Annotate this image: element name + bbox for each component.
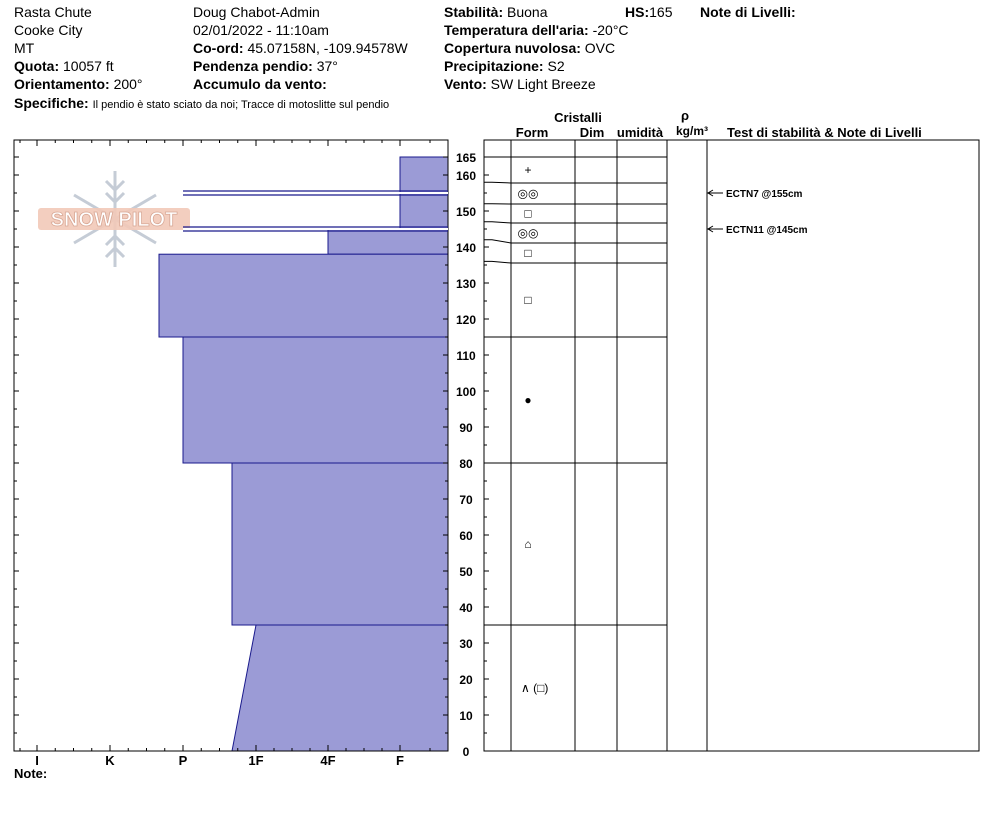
- moisture-header: umidità: [616, 125, 664, 140]
- height-label: 40: [459, 601, 473, 615]
- table-connector: [484, 240, 511, 243]
- aspect-label: Orientamento:: [14, 76, 110, 92]
- crystal-form-symbol: □: [524, 246, 532, 260]
- slope-value: 37°: [316, 58, 338, 74]
- height-label: 130: [455, 277, 477, 291]
- size-header: Dim: [579, 125, 605, 140]
- hs-label: HS:: [625, 4, 650, 20]
- thin-layer-gap: [183, 228, 448, 230]
- table-connector: [484, 261, 511, 263]
- crystal-form-symbol: ●: [524, 393, 532, 407]
- stability-notes-header: Test di stabilità & Note di Livelli: [727, 125, 922, 140]
- layer-notes-label: Note di Livelli:: [700, 4, 796, 20]
- height-label: 90: [459, 421, 473, 435]
- hardness-bar: [159, 254, 448, 337]
- height-label: 20: [459, 673, 473, 687]
- precip-label: Precipitazione:: [444, 58, 544, 74]
- height-label: 60: [459, 529, 473, 543]
- hardness-bar: [328, 229, 448, 254]
- height-label: 150: [455, 205, 477, 219]
- height-label: 110: [456, 349, 476, 363]
- precip-value: S2: [547, 58, 565, 74]
- height-label: 70: [459, 493, 473, 507]
- logo-text: SNOW PILOT: [50, 209, 178, 231]
- location-name: Rasta Chute: [14, 4, 92, 20]
- form-header: Form: [515, 125, 549, 140]
- hs-value: 165: [649, 4, 673, 20]
- wind-value: SW Light Breeze: [490, 76, 596, 92]
- crystal-form-symbol: □: [524, 293, 532, 307]
- hardness-label: 1F: [248, 753, 264, 768]
- elevation-value: 10057 ft: [63, 58, 114, 74]
- hardness-label: I: [35, 753, 39, 768]
- hardness-label: P: [178, 753, 188, 768]
- height-label: 140: [455, 241, 477, 255]
- crystal-form-symbol: ∧ (□): [521, 681, 549, 695]
- cloud-label: Copertura nuvolosa:: [444, 40, 581, 56]
- coordinates-label: Co-ord:: [193, 40, 244, 56]
- observer-name: Doug Chabot-Admin: [193, 4, 320, 20]
- stability-value: Buona: [507, 4, 548, 20]
- observation-datetime: 02/01/2022 - 11:10am: [193, 22, 329, 38]
- stability-test-label: ECTN7 @155cm: [726, 189, 803, 200]
- air-temp-label: Temperatura dell'aria:: [444, 22, 589, 38]
- rho-header: ρ: [680, 108, 690, 123]
- notes-label: Note:: [14, 766, 48, 781]
- crystals-header: Cristalli: [554, 110, 602, 125]
- snowpilot-logo: [38, 171, 190, 267]
- height-label: 165: [455, 151, 477, 165]
- hardness-label: K: [105, 753, 115, 768]
- hardness-label: F: [396, 753, 404, 768]
- height-label: 80: [459, 457, 473, 471]
- stability-label: Stabilità:: [444, 4, 504, 20]
- hardness-label: 4F: [320, 753, 336, 768]
- air-temp-value: -20°C: [592, 22, 629, 38]
- aspect-value: 200°: [113, 76, 143, 92]
- crystal-form-symbol: ◎◎: [517, 186, 539, 201]
- stability-test-label: ECTN11 @145cm: [726, 225, 808, 236]
- wind-loading-label: Accumulo da vento:: [193, 76, 327, 92]
- elevation-label: Quota:: [14, 58, 60, 74]
- hardness-bar: [232, 625, 448, 751]
- specifics-value: Il pendio è stato sciato da noi; Tracce di motoslitte sul pendio: [92, 99, 390, 111]
- crystal-form-symbol: □: [524, 206, 532, 221]
- height-label: 0: [462, 745, 470, 759]
- height-label: 10: [459, 709, 473, 723]
- height-label: 100: [455, 385, 477, 399]
- table-connector: [484, 222, 511, 223]
- state-name: MT: [14, 40, 35, 56]
- area-name: Cooke City: [14, 22, 83, 38]
- crystal-form-symbol: +: [524, 163, 532, 177]
- wind-label: Vento:: [444, 76, 487, 92]
- crystal-form-symbol: ◎◎: [517, 226, 539, 240]
- crystal-form-symbol: ⌂: [524, 537, 532, 551]
- thin-layer-gap: [183, 192, 448, 194]
- coordinates-value: 45.07158N, -109.94578W: [247, 40, 408, 56]
- hardness-bar: [183, 337, 448, 463]
- cloud-value: OVC: [584, 40, 616, 56]
- specifics-label: Specifiche:: [14, 95, 89, 111]
- height-label: 120: [455, 313, 477, 327]
- slope-label: Pendenza pendio:: [193, 58, 313, 74]
- table-connector: [484, 182, 511, 183]
- height-label: 30: [459, 637, 473, 651]
- height-label: 50: [459, 565, 473, 579]
- hardness-bar: [232, 463, 448, 625]
- density-header: kg/m³: [675, 124, 709, 138]
- height-label: 160: [455, 169, 477, 183]
